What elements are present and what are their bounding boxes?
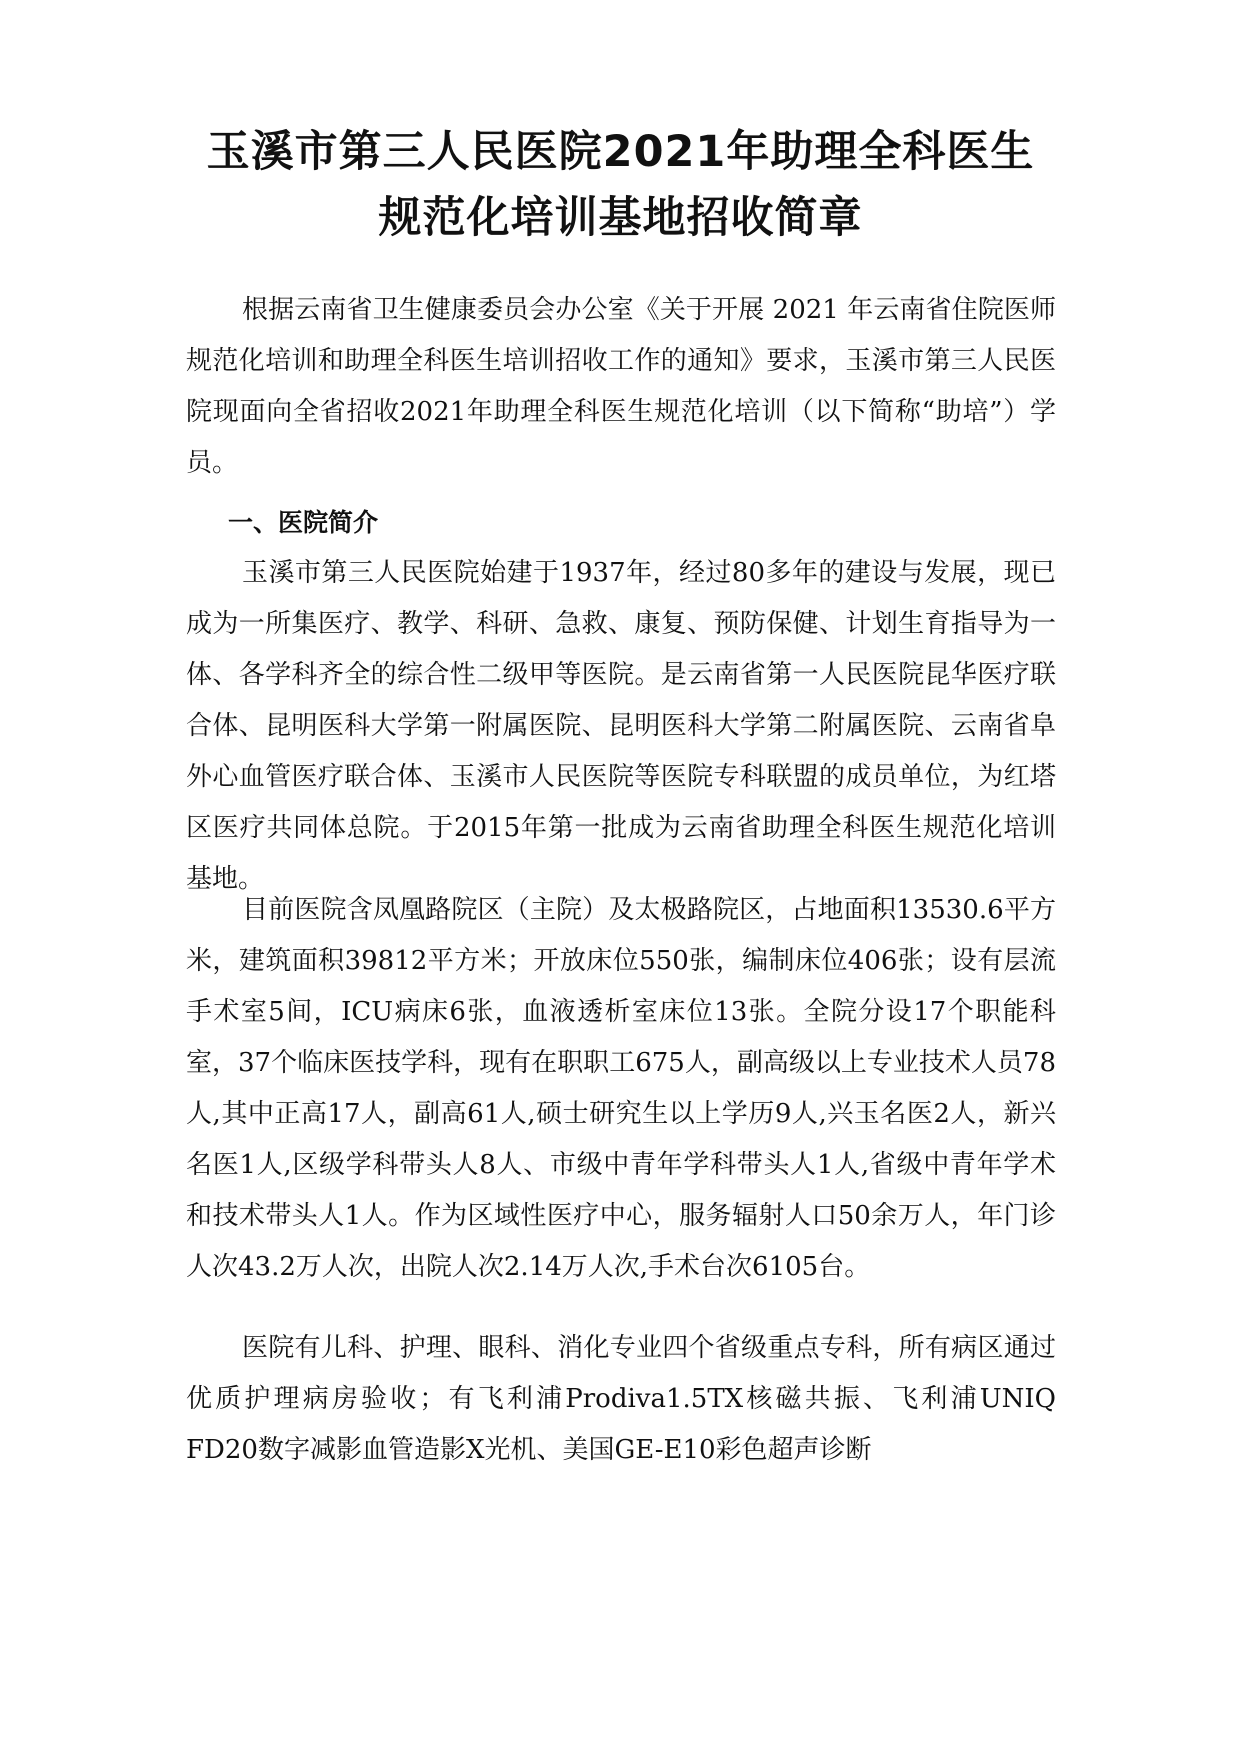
- document-title-line2: 规范化培训基地招收简章: [378, 193, 863, 243]
- section1-paragraph-history: 玉溪市第三人民医院始建于1937年，经过80多年的建设与发展，现已成为一所集医疗、教学、科研、急救、康复、预防保健、计划生育指导为一体、各学科齐全的综合性二级甲等医院。是云南省第一人民医院昆华医疗联合体、昆明医科大学第一附属医院、昆明医科大学第二附属医院、云南省阜外心血管医疗联合体、玉溪市人民医院等医院专科联盟的成员单位，为红塔区医疗共同体总院。于2015年第一批成为云南省助理全科医生规范化培训基地。: [186, 558, 1056, 894]
- section1-heading: 一、医院简介: [228, 508, 379, 537]
- section1-paragraph-equipment-block: [186, 1323, 1056, 1476]
- intro-block: [186, 285, 1056, 489]
- document-title-line1: 玉溪市第三人民医院2021年助理全科医生: [206, 127, 1035, 177]
- section1-block: [186, 497, 1056, 905]
- section1-paragraph-scale-block: [186, 885, 1056, 1293]
- section1-paragraph-equipment: 医院有儿科、护理、眼科、消化专业四个省级重点专科，所有病区通过优质护理病房验收；有飞利浦Prodiva1.5TX核磁共振、飞利浦UNIQ FD20数字减影血管造影X光机、美国GE-E10彩色超声诊断: [186, 1333, 1056, 1465]
- intro-paragraph: 根据云南省卫生健康委员会办公室《关于开展 2021 年云南省住院医师规范化培训和助理全科医生培训招收工作的通知》要求，玉溪市第三人民医院现面向全省招收2021年助理全科医生规范化培训（以下简称“助培”）学员。: [186, 295, 1056, 478]
- section1-paragraph-scale: 目前医院含凤凰路院区（主院）及太极路院区，占地面积13530.6平方米，建筑面积39812平方米；开放床位550张，编制床位406张；设有层流手术室5间，ICU病床6张，血液透析室床位13张。全院分设17个职能科室，37个临床医技学科，现有在职职工675人，副高级以上专业技术人员78人,其中正高17人，副高61人,硕士研究生以上学历9人,兴玉名医2人，新兴名医1人,区级学科带头人8人、市级中青年学科带头人1人,省级中青年学术和技术带头人1人。作为区域性医疗中心，服务辐射人口50余万人，年门诊人次43.2万人次，出院人次2.14万人次,手术台次6105台。: [186, 895, 1056, 1282]
